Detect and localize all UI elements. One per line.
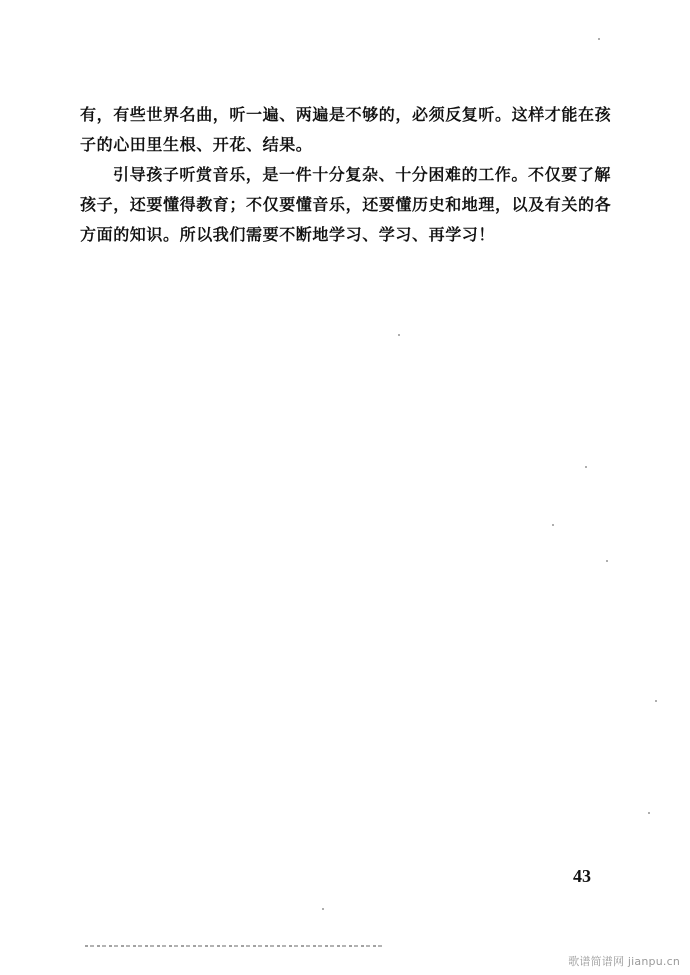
page-number: 43 (573, 866, 591, 886)
scan-speck (606, 560, 608, 562)
scan-speck (552, 524, 554, 526)
paragraph-guiding-children: 引导孩子听赏音乐，是一件十分复杂、十分困难的工作。不仅要了解孩子，还要懂得教育；不仅要懂音乐，还要懂历史和地理，以及有关的各方面的知识。所以我们需要不断地学习、学习、再学习！ (80, 165, 612, 244)
scan-speck (598, 38, 600, 40)
paragraph-continuation: 有，有些世界名曲，听一遍、两遍是不够的，必须反复听。这样才能在孩子的心田里生根、开花、结果。 (80, 105, 612, 154)
scan-speck (322, 908, 324, 910)
scan-speck (655, 700, 657, 702)
scan-speck (648, 812, 650, 814)
scan-speck (398, 334, 400, 336)
scan-speck (585, 466, 587, 468)
site-watermark: 歌谱简谱网 jianpu.cn (568, 955, 680, 968)
scan-artifact-line (85, 945, 385, 947)
body-text (80, 100, 612, 250)
